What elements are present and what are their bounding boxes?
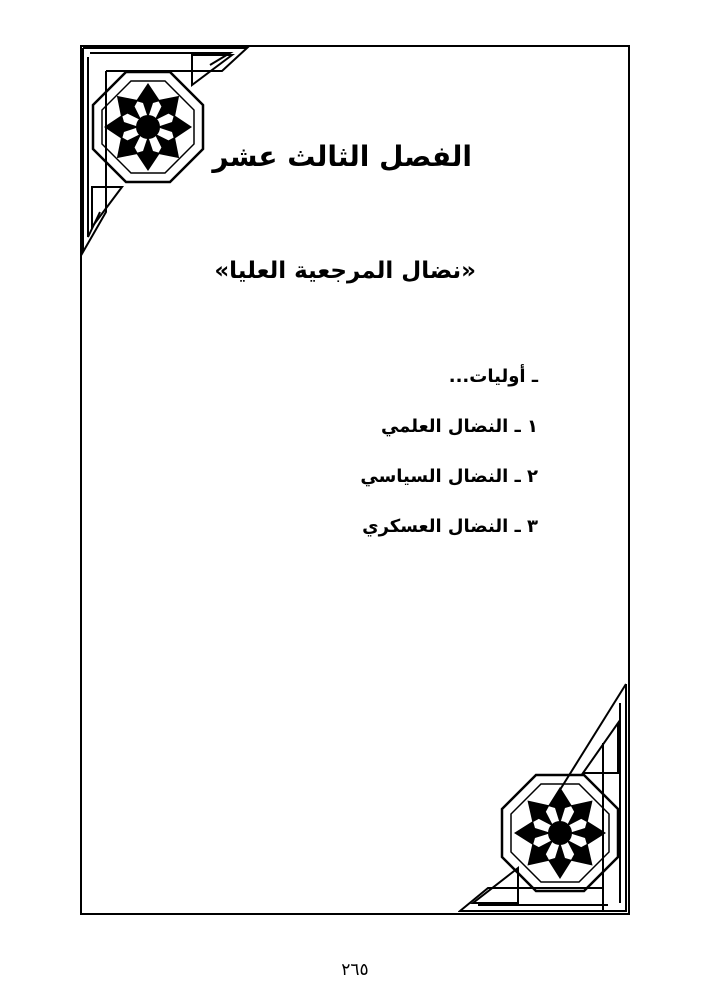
corner-ornament-bottom-right: [458, 683, 628, 913]
chapter-title: الفصل الثالث عشر: [212, 140, 472, 173]
contents-item-military-struggle: ٣ ـ النضال العسكري: [362, 516, 538, 537]
contents-item-scholarly-struggle: ١ ـ النضال العلمي: [380, 416, 538, 437]
chapter-subtitle: «نضال المرجعية العليا»: [214, 258, 476, 284]
page-number: ٢٦٥: [341, 960, 369, 980]
contents-item-preliminaries: ـ أوليات...: [448, 366, 538, 387]
contents-list: [360, 362, 538, 562]
contents-item-political-struggle: ٢ ـ النضال السياسي: [360, 466, 538, 487]
